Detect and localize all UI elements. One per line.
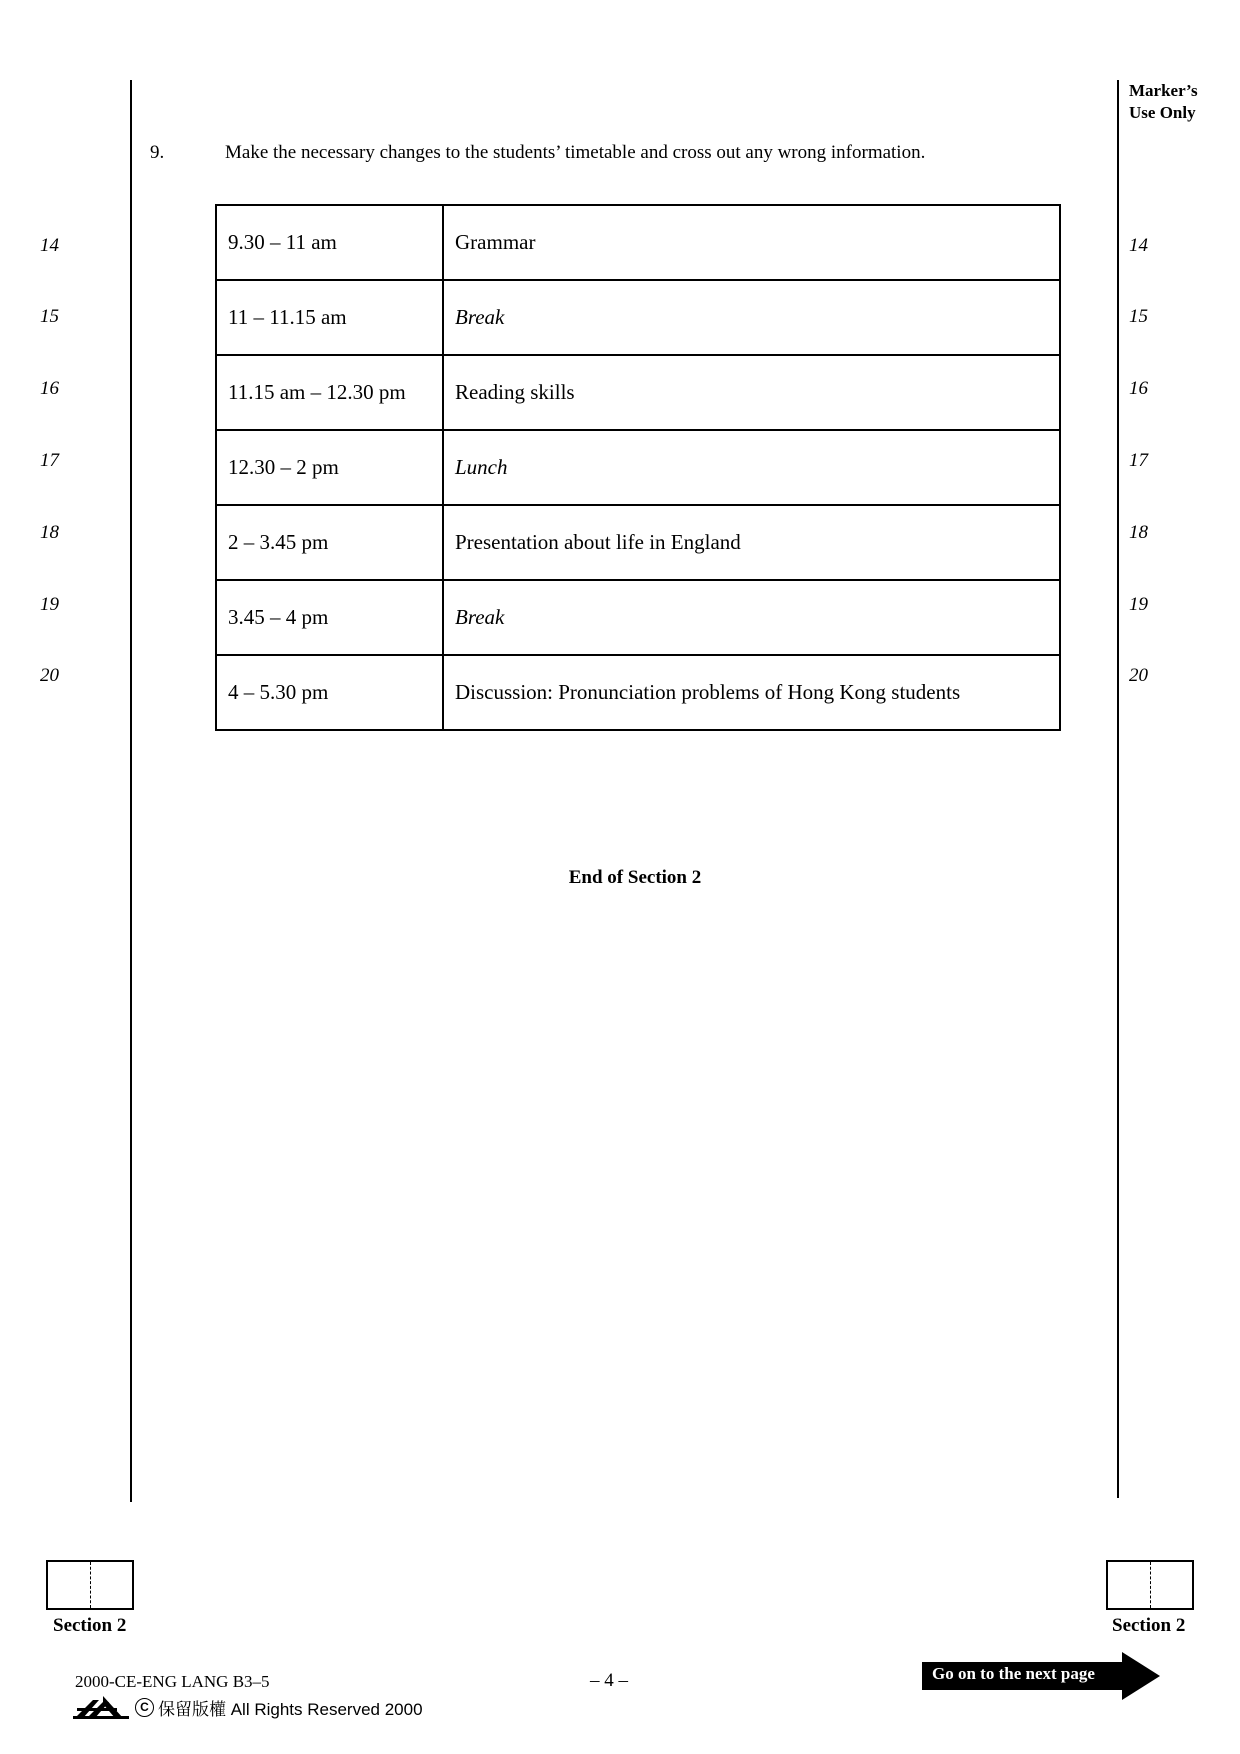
timetable-time-cell[interactable]: 11 – 11.15 am xyxy=(216,280,443,355)
marker-line-number-left: 20 xyxy=(40,665,59,686)
copyright-line xyxy=(73,1694,423,1720)
section-score-box-right[interactable] xyxy=(1106,1560,1194,1610)
end-of-section-text: End of Section 2 xyxy=(568,867,702,888)
question-text: Make the necessary changes to the students’ timetable and cross out any wrong information. xyxy=(225,142,926,163)
question-number: 9. xyxy=(150,142,165,163)
section-label-right: Section 2 xyxy=(1112,1615,1186,1636)
timetable-activity-cell[interactable]: Discussion: Pronunciation problems of Hong Kong students xyxy=(443,655,1060,730)
paper-code: 2000-CE-ENG LANG B3–5 xyxy=(75,1672,270,1691)
next-page-text: Go on to the next page xyxy=(932,1664,1095,1683)
timetable-row xyxy=(216,280,1060,355)
marker-use-only-header xyxy=(1129,80,1229,124)
timetable xyxy=(215,204,1061,731)
marker-line-number-left: 18 xyxy=(40,522,59,543)
page-number: – 4 – xyxy=(590,1670,628,1691)
marker-line-number-right: 20 xyxy=(1129,665,1148,686)
section-score-box-left[interactable] xyxy=(46,1560,134,1610)
marker-line-number-left: 17 xyxy=(40,450,59,471)
timetable-time-cell[interactable]: 4 – 5.30 pm xyxy=(216,655,443,730)
marker-line-number-right: 18 xyxy=(1129,522,1148,543)
timetable-row xyxy=(216,205,1060,280)
marker-line-number-left: 14 xyxy=(40,235,59,256)
timetable-time-cell[interactable]: 3.45 – 4 pm xyxy=(216,580,443,655)
left-margin-rule xyxy=(130,80,132,1502)
timetable-activity-cell[interactable]: Grammar xyxy=(443,205,1060,280)
marker-line-number-left: 16 xyxy=(40,378,59,399)
marker-line-number-right: 19 xyxy=(1129,594,1148,615)
marker-line-number-left: 15 xyxy=(40,306,59,327)
timetable-row xyxy=(216,580,1060,655)
timetable-time-cell[interactable]: 2 – 3.45 pm xyxy=(216,505,443,580)
timetable-activity-cell[interactable]: Break xyxy=(443,580,1060,655)
score-box-divider xyxy=(90,1562,91,1608)
timetable-activity-cell[interactable]: Lunch xyxy=(443,430,1060,505)
timetable-activity-cell[interactable]: Presentation about life in England xyxy=(443,505,1060,580)
marker-header-line1: Marker’s xyxy=(1129,81,1198,100)
copyright-text: 保留版權 All Rights Reserved 2000 xyxy=(158,1699,423,1719)
marker-header-line2: Use Only xyxy=(1129,103,1196,122)
copyright-symbol-icon: C xyxy=(135,1698,154,1717)
timetable-activity-cell[interactable]: Break xyxy=(443,280,1060,355)
right-margin-rule xyxy=(1117,80,1119,1498)
marker-line-number-right: 15 xyxy=(1129,306,1148,327)
marker-line-number-right: 16 xyxy=(1129,378,1148,399)
marker-line-number-right: 14 xyxy=(1129,235,1148,256)
marker-line-number-left: 19 xyxy=(40,594,59,615)
marker-line-number-right: 17 xyxy=(1129,450,1148,471)
timetable-time-cell[interactable]: 9.30 – 11 am xyxy=(216,205,443,280)
timetable-row xyxy=(216,505,1060,580)
score-box-divider xyxy=(1150,1562,1151,1608)
hkeaa-logo-icon xyxy=(73,1694,131,1720)
section-label-left: Section 2 xyxy=(53,1615,127,1636)
timetable-row xyxy=(216,655,1060,730)
timetable-activity-cell[interactable]: Reading skills xyxy=(443,355,1060,430)
timetable-time-cell[interactable]: 12.30 – 2 pm xyxy=(216,430,443,505)
timetable-row xyxy=(216,430,1060,505)
go-to-next-page-banner xyxy=(922,1652,1160,1700)
timetable-row xyxy=(216,355,1060,430)
timetable-time-cell[interactable]: 11.15 am – 12.30 pm xyxy=(216,355,443,430)
